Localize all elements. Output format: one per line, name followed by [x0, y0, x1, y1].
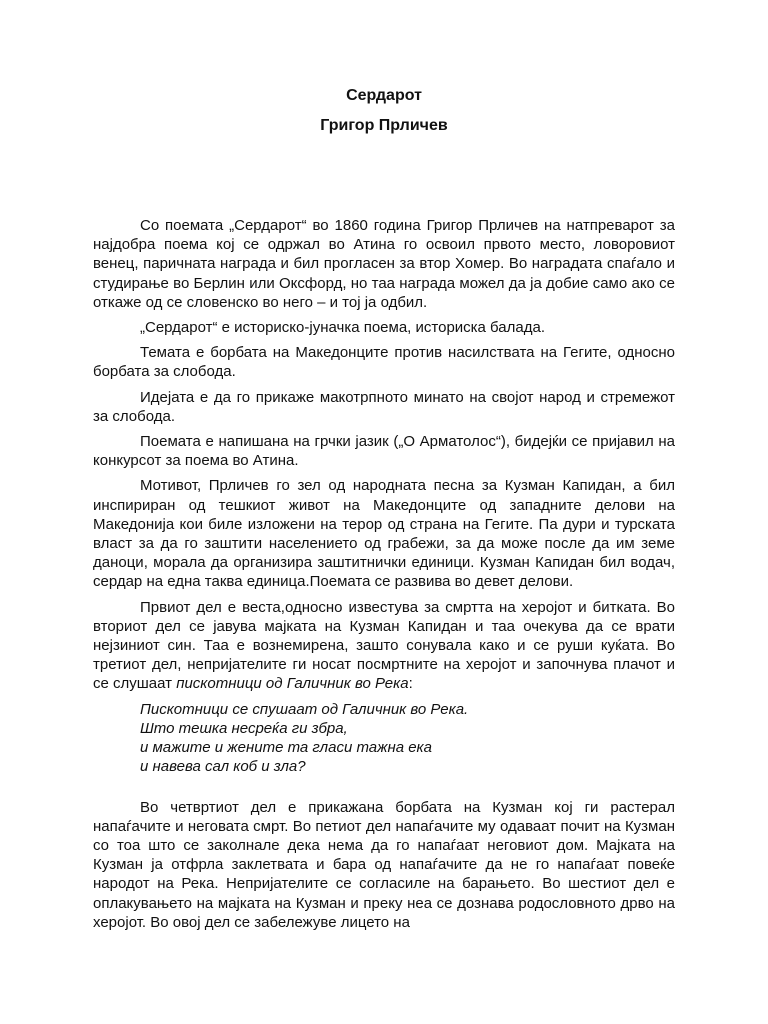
- paragraph-parts-italic: пискотници од Галичник во Река: [176, 675, 409, 693]
- document-body: [93, 216, 675, 932]
- paragraph-theme: Темата е борбата на Македонците против насилствата на Гегите, односно борбата за слобода.: [93, 344, 675, 381]
- paragraph-idea: Идејата е да го прикаже макотрпното минато на својот народ и стремежот за слобода.: [93, 388, 675, 425]
- paragraph-parts-text: Првиот дел е веста,односно известува за смртта на херојот и битката. Во вториот дел се јавува мајката на Кузман Капидан и таа очекува да се врати нејзиниот син. Таа е вознемирена, зашто сонувала како и се руши куќата. Во третиот дел, непријателите ги носат посмртните на херојот и започнува плачот и се слушаат: [93, 598, 675, 693]
- paragraph-intro: Со поемата „Сердарот“ во 1860 година Григор Прличев на натпреварот за најдобра поема кој се одржал во Атина го освоил првото место, ловоровиот венец, паричната награда и бил прогласен за втор Хомер. Во наградата спаѓало и студирање во Берлин или Оксфорд, но таа награда можел да ја добие само ако се откаже од се словенско во него – и тој ја одбил.: [93, 217, 675, 311]
- poem-quote: [140, 700, 675, 776]
- paragraph-genre: „Сердарот“ е историско-јуначка поема, историска балада.: [140, 319, 546, 337]
- paragraph-parts-tail: :: [408, 675, 413, 693]
- spacer: [93, 776, 675, 798]
- poem-line: Што тешка несреќа ги збра,: [140, 719, 348, 737]
- paragraph-language: Поемата е напишана на грчки јазик („О Арматолос“), бидејќи се пријавил на конкурсот за поема во Атина.: [93, 433, 675, 470]
- poem-line: и мажите и жените та гласи тажна ека: [140, 738, 432, 756]
- paragraph-parts: [93, 598, 675, 694]
- document-page: [93, 86, 675, 938]
- poem-line: Пискотници се спушаат од Галичник во Река.: [140, 700, 469, 718]
- document-title: Сердарот: [346, 87, 422, 104]
- document-author: Григор Прличев: [320, 117, 448, 134]
- paragraph-final: Во четвртиот дел е прикажана борбата на Кузман кој ги растерал напаѓачите и неговата смрт. Во петиот дел напаѓачите му одаваат почит на Кузман со тоа што се заколнале дека нема да го напаѓаат неговиот дом. Мајката на Кузман ја отфрла заклетвата и бара од напаѓачите да не го напаѓаат повеќе народот на Река. Непријателите се согласиле на барањето. Во шестиот дел е оплакувањето на мајката на Кузман и преку неа се дознава родословното дрво на херојот. Во овој дел се забележуве лицето на: [93, 798, 675, 931]
- paragraph-motive: Мотивот, Прличев го зел од народната песна за Кузман Капидан, а бил инспириран од тешкиот живот на Македонците од западните делови на Македонија кои биле изложени на терор од страна на Гегите. Па дури и турската власт за да го заштити населението од грабежи, за да може после да им земе даноци, морала да организира заштитнички единици. Кузман Капидан бил водач, сердар на една таква единица.Поемата се развива во девет делови.: [93, 477, 675, 591]
- poem-line: и навева сал коб и зла?: [140, 757, 306, 775]
